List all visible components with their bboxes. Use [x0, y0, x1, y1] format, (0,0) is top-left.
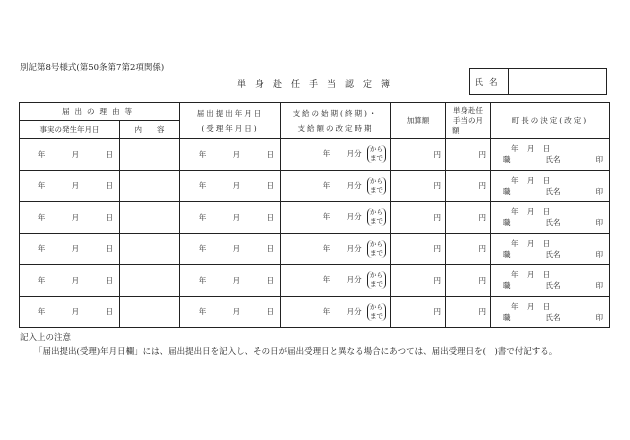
day-label: 日 [542, 175, 551, 185]
title-label: 職 [503, 281, 511, 291]
until-label: まで [370, 248, 383, 257]
until-label: まで [370, 311, 383, 320]
year-label: 年 [322, 306, 331, 316]
table-row [20, 265, 610, 297]
decision-sign-line [491, 312, 609, 323]
month-label: 月 [71, 149, 80, 159]
year-label: 年 [37, 244, 46, 254]
year-label: 年 [322, 212, 331, 222]
monthly-amount-cell[interactable] [446, 296, 491, 328]
year-label: 年 [511, 270, 519, 280]
content-cell[interactable] [120, 233, 180, 265]
title-label: 職 [503, 312, 511, 322]
certification-table [19, 102, 610, 328]
day-label: 日 [266, 149, 274, 159]
content-cell[interactable] [120, 139, 180, 171]
year-label: 年 [198, 149, 207, 159]
decision-date-line [491, 301, 609, 312]
content-cell[interactable] [120, 265, 180, 297]
from-label: から [370, 302, 383, 311]
addition-cell[interactable] [391, 265, 446, 297]
day-label: 日 [266, 307, 274, 317]
month-label: 月 [526, 175, 535, 185]
month-part-label: 月分 [346, 212, 362, 222]
year-label: 年 [198, 244, 207, 254]
yen-label: 円 [433, 212, 441, 222]
from-label: から [370, 208, 383, 217]
addition-cell[interactable] [391, 233, 446, 265]
month-label: 月 [526, 270, 535, 280]
day-label: 日 [542, 144, 551, 154]
submit-date-header-line1: 届出提出年月日 [196, 108, 264, 118]
content-cell[interactable] [120, 170, 180, 202]
day-label: 日 [266, 212, 274, 222]
from-label: から [370, 271, 383, 280]
decision-sign-line [491, 154, 609, 165]
notes-body: 「届出提出(受理)年月日欄」には、届出提出日を記入し、その日が届出受理日と異なる場合にあつては、届出受理日を( )書で付記する。 [34, 347, 558, 357]
day-label: 日 [542, 238, 551, 248]
from-until-bracket [367, 177, 386, 195]
payment-period-cell[interactable] [281, 296, 391, 328]
addition-cell[interactable] [391, 296, 446, 328]
occurrence-date-cell[interactable] [20, 265, 120, 297]
month-label: 月 [71, 307, 80, 317]
yen-label: 円 [478, 275, 486, 285]
yen-label: 円 [478, 212, 486, 222]
notes-title: 記入上の注意 [20, 333, 72, 343]
yen-label: 円 [478, 181, 486, 191]
monthly-header-line1: 単身赴任 [453, 105, 483, 115]
month-label: 月 [232, 212, 241, 222]
day-label: 日 [105, 307, 113, 317]
yen-label: 円 [478, 244, 486, 254]
yen-label: 円 [433, 244, 441, 254]
year-label: 年 [37, 212, 46, 222]
year-label: 年 [198, 307, 207, 317]
year-label: 年 [511, 238, 519, 248]
day-label: 日 [542, 270, 551, 280]
month-label: 月 [232, 149, 241, 159]
content-cell[interactable] [120, 296, 180, 328]
month-part-label: 月分 [346, 149, 362, 159]
decision-date-line [491, 175, 609, 186]
from-until-bracket [367, 145, 386, 163]
decision-cell[interactable] [491, 170, 610, 202]
payment-period-header-line2: 支給額の改定時期 [297, 123, 374, 133]
day-label: 日 [266, 244, 274, 254]
month-label: 月 [71, 181, 80, 191]
from-until-bracket [367, 303, 386, 321]
payment-period-cell[interactable] [281, 170, 391, 202]
decision-cell[interactable] [491, 139, 610, 171]
monthly-amount-cell[interactable] [446, 139, 491, 171]
submit-date-cell[interactable] [180, 233, 281, 265]
occurrence-date-cell[interactable] [20, 233, 120, 265]
decision-header: 町長の決定(改定) [491, 103, 610, 139]
until-label: まで [370, 154, 383, 163]
decision-sign-line [491, 186, 609, 197]
year-label: 年 [511, 301, 519, 311]
addition-header: 加算額 [391, 103, 446, 139]
month-part-label: 月分 [346, 243, 362, 253]
month-label: 月 [232, 244, 241, 254]
person-name-label: 氏名 [545, 312, 561, 322]
title-label: 職 [503, 218, 511, 228]
year-label: 年 [37, 275, 46, 285]
from-until-bracket [367, 240, 386, 258]
monthly-amount-header [446, 103, 491, 139]
submit-date-cell[interactable] [180, 170, 281, 202]
month-part-label: 月分 [346, 180, 362, 190]
submit-date-cell[interactable] [180, 265, 281, 297]
person-name-label: 氏名 [545, 249, 561, 259]
payment-period-cell[interactable] [281, 233, 391, 265]
occurrence-date-cell[interactable] [20, 170, 120, 202]
yen-label: 円 [433, 275, 441, 285]
yen-label: 円 [478, 149, 486, 159]
person-name-label: 氏名 [545, 218, 561, 228]
month-label: 月 [526, 301, 535, 311]
year-label: 年 [322, 180, 331, 190]
seal-label: 印 [595, 155, 603, 165]
decision-date-line [491, 206, 609, 217]
form-title: 単身赴任手当認定簿 [237, 80, 400, 90]
month-label: 月 [232, 181, 241, 191]
form-reference: 別記第8号様式(第50条第7第2項関係) [20, 63, 165, 73]
title-label: 職 [503, 155, 511, 165]
decision-date-line [491, 269, 609, 280]
monthly-amount-cell[interactable] [446, 202, 491, 234]
day-label: 日 [105, 212, 113, 222]
person-name-label: 氏名 [545, 186, 561, 196]
addition-cell[interactable] [391, 202, 446, 234]
year-label: 年 [198, 212, 207, 222]
person-name-label: 氏名 [545, 281, 561, 291]
day-label: 日 [105, 149, 113, 159]
month-label: 月 [71, 275, 80, 285]
addition-cell[interactable] [391, 170, 446, 202]
occurrence-date-header: 事実の発生年月日 [20, 121, 120, 139]
seal-label: 印 [595, 186, 603, 196]
month-label: 月 [232, 307, 241, 317]
yen-label: 円 [433, 149, 441, 159]
submit-date-header-line2: (受理年月日) [201, 123, 259, 133]
table-row [20, 233, 610, 265]
year-label: 年 [511, 144, 519, 154]
yen-label: 円 [433, 181, 441, 191]
occurrence-date-cell[interactable] [20, 296, 120, 328]
monthly-amount-cell[interactable] [446, 170, 491, 202]
person-name-label: 氏名 [545, 155, 561, 165]
from-label: から [370, 239, 383, 248]
decision-cell[interactable] [491, 265, 610, 297]
from-label: から [370, 145, 383, 154]
yen-label: 円 [478, 307, 486, 317]
year-label: 年 [322, 275, 331, 285]
decision-cell[interactable] [491, 296, 610, 328]
decision-cell[interactable] [491, 202, 610, 234]
name-field[interactable] [509, 69, 606, 94]
month-label: 月 [526, 207, 535, 217]
name-box [469, 68, 607, 95]
month-label: 月 [526, 144, 535, 154]
day-label: 日 [105, 244, 113, 254]
decision-sign-line [491, 249, 609, 260]
submit-date-cell[interactable] [180, 139, 281, 171]
payment-period-cell[interactable] [281, 202, 391, 234]
monthly-header-line3: 額 [452, 125, 460, 135]
decision-cell[interactable] [491, 233, 610, 265]
submit-date-cell[interactable] [180, 202, 281, 234]
year-label: 年 [511, 175, 519, 185]
table-row [20, 139, 610, 171]
month-part-label: 月分 [346, 306, 362, 316]
content-cell[interactable] [120, 202, 180, 234]
until-label: まで [370, 280, 383, 289]
table-row [20, 296, 610, 328]
decision-date-line [491, 238, 609, 249]
addition-cell[interactable] [391, 139, 446, 171]
monthly-amount-cell[interactable] [446, 233, 491, 265]
year-label: 年 [322, 243, 331, 253]
title-label: 職 [503, 186, 511, 196]
reason-group-header: 届出の理由等 [20, 103, 180, 121]
year-label: 年 [511, 207, 519, 217]
monthly-amount-cell[interactable] [446, 265, 491, 297]
monthly-header-line2: 手当の月 [453, 115, 483, 125]
month-label: 月 [71, 244, 80, 254]
from-until-bracket [367, 271, 386, 289]
decision-sign-line [491, 280, 609, 291]
name-label: 氏名 [470, 69, 509, 94]
from-until-bracket [367, 208, 386, 226]
table-row [20, 202, 610, 234]
table-row [20, 170, 610, 202]
year-label: 年 [37, 149, 46, 159]
submit-date-header [180, 103, 281, 139]
occurrence-date-cell[interactable] [20, 139, 120, 171]
day-label: 日 [542, 207, 551, 217]
content-header: 内 容 [120, 121, 180, 139]
payment-period-header [281, 103, 391, 139]
seal-label: 印 [595, 218, 603, 228]
submit-date-cell[interactable] [180, 296, 281, 328]
month-part-label: 月分 [346, 275, 362, 285]
payment-period-cell[interactable] [281, 265, 391, 297]
day-label: 日 [542, 301, 551, 311]
day-label: 日 [266, 275, 274, 285]
title-label: 職 [503, 249, 511, 259]
seal-label: 印 [595, 249, 603, 259]
year-label: 年 [37, 307, 46, 317]
until-label: まで [370, 185, 383, 194]
seal-label: 印 [595, 312, 603, 322]
year-label: 年 [198, 275, 207, 285]
month-label: 月 [526, 238, 535, 248]
year-label: 年 [37, 181, 46, 191]
until-label: まで [370, 217, 383, 226]
day-label: 日 [266, 181, 274, 191]
yen-label: 円 [433, 307, 441, 317]
year-label: 年 [198, 181, 207, 191]
payment-period-cell[interactable] [281, 139, 391, 171]
year-label: 年 [322, 149, 331, 159]
day-label: 日 [105, 181, 113, 191]
decision-sign-line [491, 217, 609, 228]
from-label: から [370, 176, 383, 185]
month-label: 月 [71, 212, 80, 222]
month-label: 月 [232, 275, 241, 285]
decision-date-line [491, 143, 609, 154]
seal-label: 印 [595, 281, 603, 291]
day-label: 日 [105, 275, 113, 285]
payment-period-header-line1: 支給の始期(終期)・ [292, 108, 379, 118]
occurrence-date-cell[interactable] [20, 202, 120, 234]
